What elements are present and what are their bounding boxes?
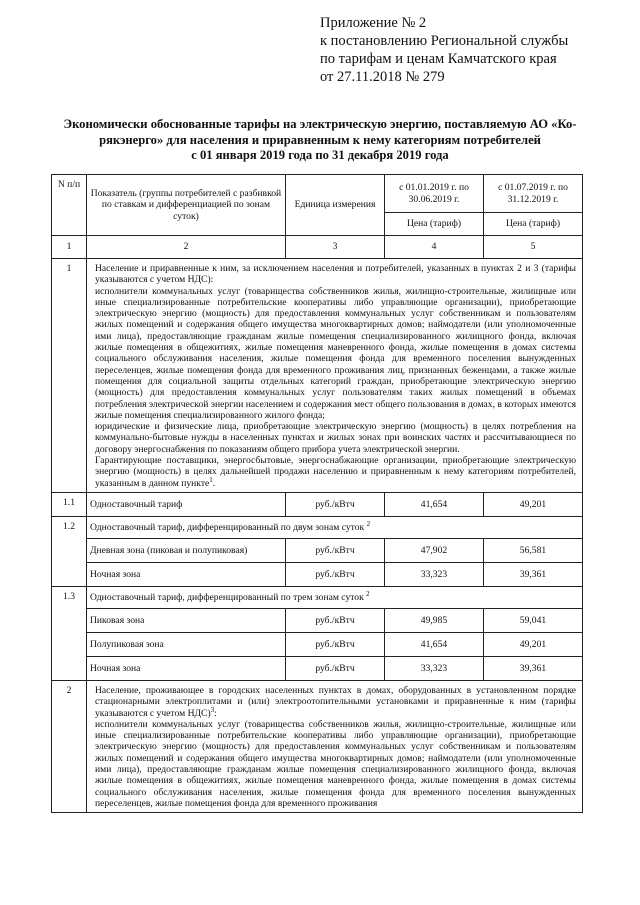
row-1-2-b-unit: руб./кВтч — [286, 562, 385, 586]
row-1-3-c-name: Ночная зона — [87, 656, 286, 680]
footnote-ref-1: 1 — [209, 475, 213, 484]
section-1-row — [52, 259, 583, 493]
table-header-row — [52, 175, 583, 213]
table-row — [52, 538, 583, 562]
colnum-2: 2 — [87, 236, 286, 259]
header-line-1: Приложение № 2 — [320, 15, 427, 31]
table-row — [52, 562, 583, 586]
row-1-2-name: Одноставочный тариф, дифференцированный по двум зонам суток $^2$ — [87, 516, 583, 538]
row-1-1-v2: 49,201 — [484, 492, 583, 516]
section-1-p1: Население и приравненные к ним, за исключением населения и потребителей, указанных в пунктах 2 и 3 (тарифы указываются с учетом НДС): — [95, 263, 576, 286]
footnote-ref-3: 3 — [210, 705, 215, 714]
colnum-3: 3 — [286, 236, 385, 259]
section-1-text — [87, 259, 583, 493]
section-2-row — [52, 680, 583, 812]
row-1-2-b-v2: 39,361 — [484, 562, 583, 586]
row-1-3-c-v2: 39,361 — [484, 656, 583, 680]
head-indicator: Показатель (группы потребителей с разбивкой по ставкам и дифференциацией по зонам суток) — [87, 175, 286, 236]
row-1-3-c-v1: 33,323 — [385, 656, 484, 680]
table-row — [52, 632, 583, 656]
section-2-num: 2 — [52, 680, 87, 812]
row-1-3-c-unit: руб./кВтч — [286, 656, 385, 680]
section-1-p3: юридические и физические лица, приобретающие электрическую энергию (мощность) в целях потребления на коммунально-бытовые нужды в населенных пунктах и жилых зонах при воинских частях и рассчитывающиеся по договору энергоснабжения по показаниям общего прибора учета электрической энергии. — [95, 421, 576, 455]
row-1-3-b-name: Полупиковая зона — [87, 632, 286, 656]
row-1-2-num: 1.2 — [52, 516, 87, 586]
section-1-num: 1 — [52, 259, 87, 493]
colnum-4: 4 — [385, 236, 484, 259]
row-1-3-a-unit: руб./кВтч — [286, 608, 385, 632]
row-1-1-name: Одноставочный тариф — [87, 492, 286, 516]
section-2-p2: исполнители коммунальных услуг (товарищества собственников жилья, жилищно-строительные, жилищные или иные специализированные потребительские кооперативы либо управляющие организации), приобретающие электрическую энергию (мощность) для предоставления коммунальных услуг собственникам и пользователям жилых помещений и содержания общего имущества многоквартирных домов; наймодатели (или уполномоченные ими лица), предоставляющие гражданам жилые помещения специализированного жилищного фонда, включая жилые помещения в общежитиях, жилые помещения маневренного фонда, жилые помещения в домах системы социального обслуживания населения, жилые помещения фонда для временного поселения вынужденных переселенцев, жилые помещения фонда для временного проживания — [95, 718, 576, 809]
row-1-2-b-v1: 33,323 — [385, 562, 484, 586]
row-1-3-a-v1: 49,985 — [385, 608, 484, 632]
title-line-2: рякэнерго» для населения и приравненным к нему категориям потребителей — [99, 132, 541, 147]
header-line-4: от 27.11.2018 № 279 — [320, 69, 445, 85]
colnum-5: 5 — [484, 236, 583, 259]
row-1-3-name: Одноставочный тариф, дифференцированный по трем зонам суток $^2$ — [87, 586, 583, 608]
table-row — [52, 492, 583, 516]
row-1-1-num: 1.1 — [52, 492, 87, 516]
section-1-p2: исполнители коммунальных услуг (товарищества собственников жилья, жилищно-строительные, жилищные или иные специализированные потребительские кооперативы либо управляющие организации), приобретающие электрическую энергию (мощность) для предоставления коммунальных услуг собственникам и пользователям жилых помещений и содержания общего имущества многоквартирных домов; наймодатели (или уполномоченные ими лица), предоставляющие гражданам жилые помещения специализированного жилищного фонда, включая жилые помещения в общежитиях, жилые помещения маневренного фонда, жилые помещения в домах системы социального обслуживания населения, жилые помещения фонда для временного поселения вынужденных переселенцев, жилые помещения фонда для временного проживания лиц, признанных беженцами, а также жилые помещения для социальной защиты отдельных категорий граждан, приобретающие электрическую энергию (мощность) для предоставления коммунальных услуг пользователям таких жилых помещений в объемах потребления электрической энергии населением и содержания мест общего пользования в домах, в которых имеются жилые помещения специализированного жилого фонда; — [95, 285, 576, 421]
row-1-2-a-v2: 56,581 — [484, 538, 583, 562]
row-1-3-a-v2: 59,041 — [484, 608, 583, 632]
title-line-1: Экономически обоснованные тарифы на электрическую энергию, поставляемую АО «Ко- — [63, 117, 577, 131]
row-1-2-a-v1: 47,902 — [385, 538, 484, 562]
section-2-p1: Население, проживающее в городских населенных пунктах в домах, оборудованных в установленном порядке стационарными электроплитами и (или) электроотопительными установками и приравненные к ним (тарифы указываются с учетом НДС)$^3$: — [95, 684, 576, 719]
head-price-1: Цена (тариф) — [385, 213, 484, 236]
header-line-2: к постановлению Региональной службы — [320, 33, 569, 49]
section-1-p4: Гарантирующие поставщики, энергосбытовые, энергоснабжающие организации, приобретающие электрическую энергию (мощность) в целях дальнейшей продажи населению и приравненным к нему категориям потребителей, указанным в данном пункте$^1$. — [95, 455, 576, 489]
column-number-row — [52, 236, 583, 259]
row-1-3-b-v1: 41,654 — [385, 632, 484, 656]
section-2-text — [87, 680, 583, 812]
row-1-3-b-v2: 49,201 — [484, 632, 583, 656]
table-row — [52, 586, 583, 608]
row-1-2-a-name: Дневная зона (пиковая и полупиковая) — [87, 538, 286, 562]
tariff-table — [51, 174, 583, 813]
row-1-1-unit: руб./кВтч — [286, 492, 385, 516]
document-title — [40, 117, 600, 164]
row-1-3-b-unit: руб./кВтч — [286, 632, 385, 656]
row-1-2-a-unit: руб./кВтч — [286, 538, 385, 562]
table-row — [52, 608, 583, 632]
head-period-1: с 01.01.2019 г. по 30.06.2019 г. — [385, 175, 484, 213]
title-line-3: с 01 января 2019 года по 31 декабря 2019 года — [191, 148, 449, 162]
row-1-3-num: 1.3 — [52, 586, 87, 680]
row-1-1-v1: 41,654 — [385, 492, 484, 516]
row-1-2-b-name: Ночная зона — [87, 562, 286, 586]
row-1-3-a-name: Пиковая зона — [87, 608, 286, 632]
document-header — [320, 14, 620, 86]
head-price-2: Цена (тариф) — [484, 213, 583, 236]
head-unit: Единица измерения — [286, 175, 385, 236]
colnum-1: 1 — [52, 236, 87, 259]
table-row — [52, 516, 583, 538]
head-period-2: с 01.07.2019 г. по 31.12.2019 г. — [484, 175, 583, 213]
table-row — [52, 656, 583, 680]
header-line-3: по тарифам и ценам Камчатского края — [320, 51, 557, 67]
head-num: N п/п — [52, 175, 87, 236]
